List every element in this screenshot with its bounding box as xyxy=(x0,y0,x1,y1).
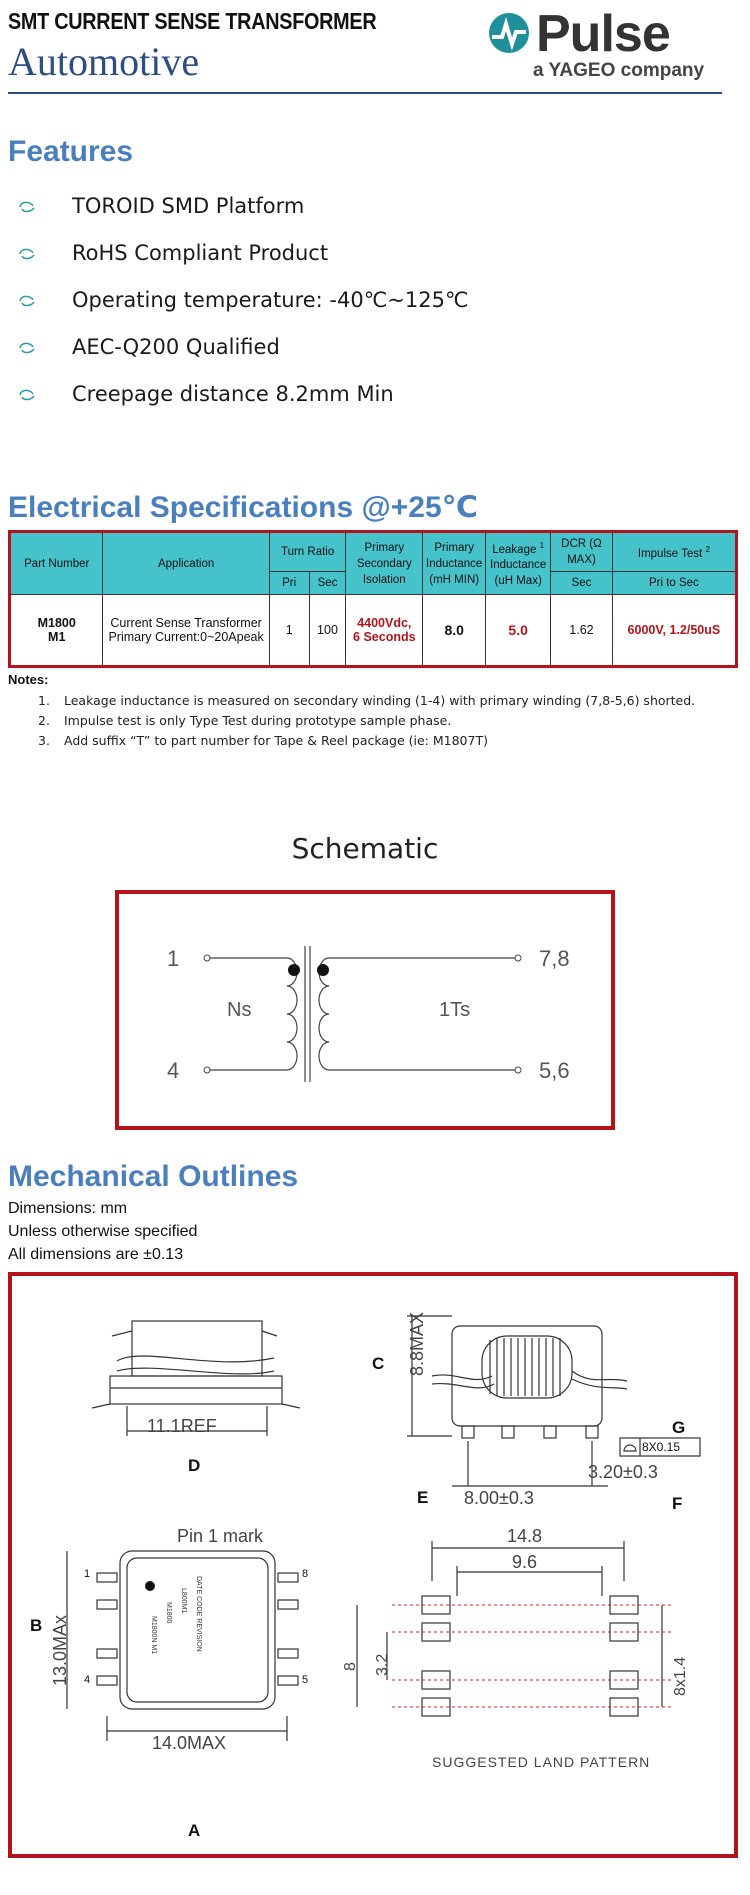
view-label-a: A xyxy=(188,1821,201,1840)
cell-dcr: 1.62 xyxy=(551,595,613,667)
dim-body-h: 13.0MAx xyxy=(50,1614,70,1686)
view-label-e: E xyxy=(417,1488,429,1507)
col-inductance: Primary Inductance (mH MIN) xyxy=(423,532,486,595)
col-turn-ratio: Turn Ratio xyxy=(269,532,346,572)
cell-leakage: 5.0 xyxy=(486,595,551,667)
notes-title: Notes: xyxy=(8,672,49,687)
dim-pin-mark: Pin 1 mark xyxy=(177,1526,264,1546)
pin1-label: 1 xyxy=(84,1568,91,1580)
chip-marking: DATE CODE REVISION xyxy=(195,1576,202,1652)
cell-sec: 100 xyxy=(309,595,346,667)
note-item: 3. Add suffix “T” to part number for Tape & Reel package (ie: M1807T) xyxy=(38,733,488,748)
cell-part-number: M1800 M1 xyxy=(10,595,103,667)
doc-subtitle: Automotive xyxy=(8,39,200,84)
col-part-number: Part Number xyxy=(10,532,103,595)
feature-item: TOROID SMD Platform xyxy=(72,194,305,218)
col-impulse-sub: Pri to Sec xyxy=(612,572,736,595)
dim-height: 8.8MAX xyxy=(407,1311,427,1376)
col-application: Application xyxy=(103,532,269,595)
pin8-label: 8 xyxy=(302,1568,309,1580)
bullet-icon xyxy=(18,341,36,355)
brand-tagline: a YAGEO company xyxy=(533,60,705,81)
dim-pitch: 8.00±0.3 xyxy=(464,1488,534,1508)
view-label-g: G xyxy=(672,1418,686,1437)
feature-item: AEC-Q200 Qualified xyxy=(72,335,280,359)
secondary-label: 1Ts xyxy=(439,999,471,1021)
feature-item: Operating temperature: -40℃~125℃ xyxy=(72,288,469,312)
dimension-note: Unless otherwise specified xyxy=(8,1223,198,1240)
cell-impulse: 6000V, 1.2/50uS xyxy=(612,595,736,667)
cell-pri: 1 xyxy=(269,595,309,667)
pin5-label: 5 xyxy=(302,1674,309,1686)
chip-marking: M1800N M1 xyxy=(150,1616,157,1655)
dimension-note: All dimensions are ±0.13 xyxy=(8,1246,184,1263)
dim-land-inner: 9.6 xyxy=(512,1552,538,1572)
electrical-title: Electrical Specifications @+25℃ xyxy=(8,491,478,524)
view-label-b: B xyxy=(30,1616,43,1635)
col-sec: Sec xyxy=(309,572,346,595)
note-item: 2. Impulse test is only Type Test during prototype sample phase. xyxy=(38,713,452,728)
col-pri: Pri xyxy=(269,572,309,595)
dim-land-pad: 8x1.4 xyxy=(672,1656,689,1696)
dim-body-w: 14.0MAX xyxy=(152,1733,227,1753)
pin-4-label: 4 xyxy=(167,1058,180,1083)
feature-item: RoHS Compliant Product xyxy=(72,241,329,265)
feature-item: Creepage distance 8.2mm Min xyxy=(72,382,394,406)
bullet-icon xyxy=(18,294,36,308)
bullet-icon xyxy=(18,247,36,261)
table-row xyxy=(10,595,737,667)
dim-pad: 3.20±0.3 xyxy=(588,1462,658,1482)
dimension-note: Dimensions: mm xyxy=(8,1200,128,1217)
cell-isolation: 4400Vdc, 6 Seconds xyxy=(346,595,423,667)
header-divider xyxy=(8,92,722,94)
land-pattern-title: SUGGESTED LAND PATTERN xyxy=(432,1754,651,1770)
col-leakage: Leakage $^1$ Inductance (uH Max) xyxy=(486,532,551,595)
spec-table xyxy=(8,530,738,668)
col-dcr: DCR (Ω MAX) xyxy=(551,532,613,572)
brand-logo: Pulse xyxy=(536,5,670,63)
features-title: Features xyxy=(8,135,134,168)
cell-inductance: 8.0 xyxy=(423,595,486,667)
dim-land-span: 8 xyxy=(342,1662,359,1671)
doc-title: SMT CURRENT SENSE TRANSFORMER xyxy=(8,8,377,34)
pin4-label: 4 xyxy=(84,1674,91,1686)
col-dcr-sub: Sec xyxy=(551,572,613,595)
pin-78-label: 7,8 xyxy=(539,946,570,971)
dim-ref: 11.1REF xyxy=(147,1416,217,1436)
col-impulse: Impulse Test $^2$ xyxy=(612,532,736,572)
note-item: 1. Leakage inductance is measured on secondary winding (1-4) with primary winding (7,8-5,6) shorted. xyxy=(38,693,696,708)
chip-marking: L800M1 xyxy=(180,1588,187,1614)
schematic-box xyxy=(115,890,615,1130)
bullet-icon xyxy=(18,200,36,214)
dim-land-w: 14.8 xyxy=(507,1526,543,1546)
view-label-f: F xyxy=(672,1494,683,1513)
view-label-c: C xyxy=(372,1354,385,1373)
mechanical-title: Mechanical Outlines xyxy=(8,1160,299,1193)
bullet-icon xyxy=(18,388,36,402)
pin-1-label: 1 xyxy=(167,946,180,971)
pin-56-label: 5,6 xyxy=(539,1058,570,1083)
dim-land-pitch: 3.2 xyxy=(374,1653,391,1676)
view-label-d: D xyxy=(188,1456,201,1475)
mechanical-box xyxy=(8,1272,738,1858)
col-isolation: Primary Secondary Isolation xyxy=(346,532,423,595)
schematic-title: Schematic xyxy=(291,832,439,865)
dim-flatness: 8X0.15 xyxy=(642,1440,681,1454)
transformer-schematic xyxy=(119,894,611,1126)
primary-label: Ns xyxy=(227,999,252,1021)
pulse-logo-icon xyxy=(486,10,532,56)
cell-application: Current Sense Transformer Primary Current:0~20Apeak xyxy=(103,595,269,667)
chip-marking: M1800 xyxy=(165,1602,172,1624)
